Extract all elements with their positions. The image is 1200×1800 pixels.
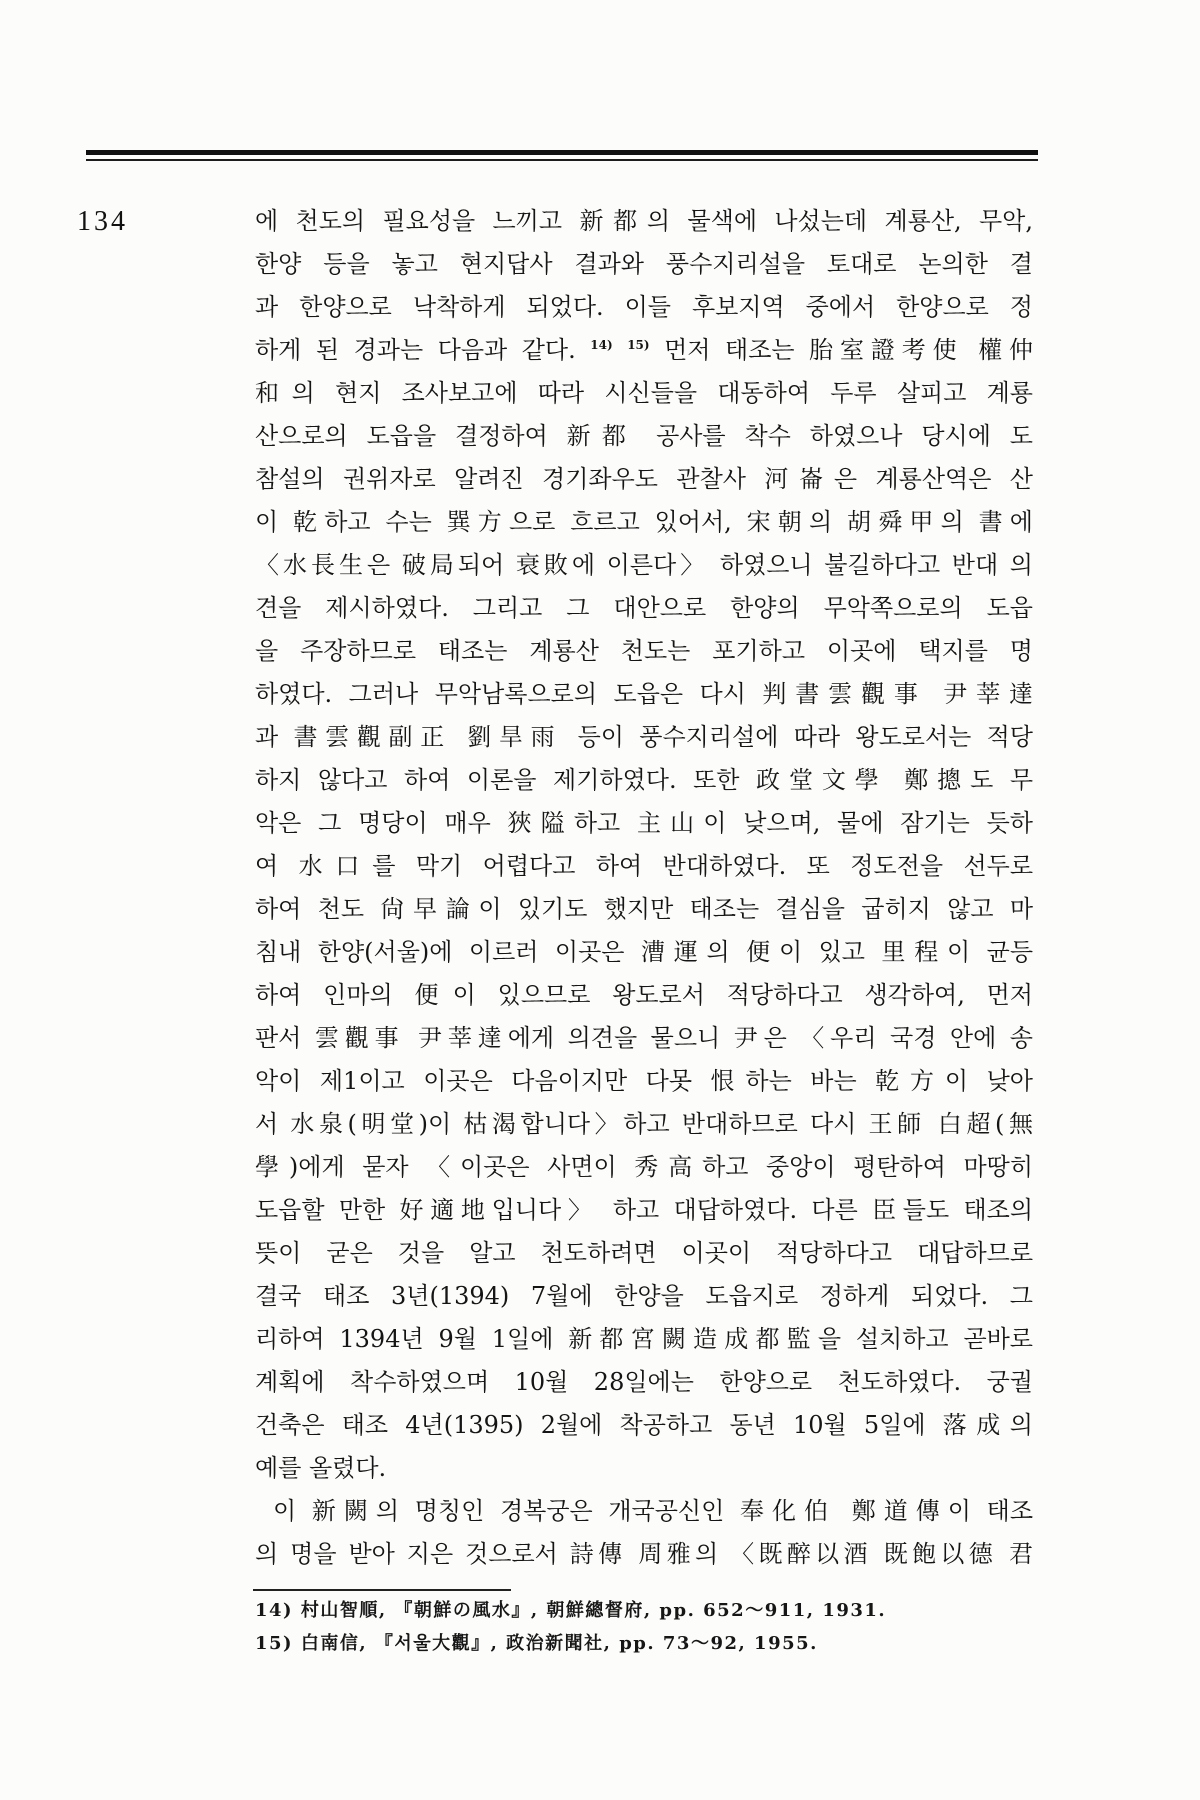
body-line: 한양 등을 놓고 현지답사 결과와 풍수지리설을 토대로 논의한 결 [255,250,1033,278]
body-line: 서 水泉(明堂)이 枯渴합니다〉하고 반대하므로 다시 王師 白超(無 [255,1110,1033,1138]
header-rule-thick [86,150,1038,155]
footnote-separator [253,1589,511,1591]
body-line: 을 주장하므로 태조는 계룡산 천도는 포기하고 이곳에 택지를 명 [255,637,1033,665]
body-line: 이 乾하고 수는 巽方으로 흐르고 있어서, 宋朝의 胡舜甲의 書에 [255,508,1033,536]
body-text [255,200,1033,1576]
body-line [255,329,1033,372]
header-rule-thin [86,159,1038,161]
body-line: 견을 제시하였다. 그리고 그 대안으로 한양의 무악쪽으로의 도읍 [255,594,1033,622]
body-line: 악이 제1이고 이곳은 다음이지만 다못 恨하는 바는 乾方이 낮아 [255,1067,1033,1095]
body-line: 침내 한양(서울)에 이르러 이곳은 漕運의 便이 있고 里程이 균등 [255,938,1033,966]
body-line-text: 먼저 태조는 胎室證考使 權仲 [664,336,1033,364]
footnote: 15) 白南信, 『서울大觀』, 政治新聞社, pp. 73～92, 1955. [255,1633,818,1654]
body-line-paragraph-end: 예를 올렸다. [255,1454,387,1482]
footnote: 14) 村山智順, 『朝鮮の風水』, 朝鮮總督府, pp. 652～911, 1931. [255,1600,887,1621]
body-line: 에 천도의 필요성을 느끼고 新都의 물색에 나섰는데 계룡산, 무악, [255,207,1033,235]
body-line: 건축은 태조 4년(1395) 2월에 착공하고 동년 10월 5일에 落成의 [255,1411,1033,1439]
body-line: 學)에게 묻자 〈이곳은 사면이 秀高하고 중앙이 평탄하여 마땅히 [255,1153,1033,1181]
body-line: 하였다. 그러나 무악남록으로의 도읍은 다시 判書雲觀事 尹莘達 [255,680,1033,708]
page-number: 134 [77,206,128,237]
body-line: 참설의 권위자로 알려진 경기좌우도 관찰사 河崙은 계룡산역은 산 [255,465,1033,493]
body-line: 〈水長生은 破局되어 衰敗에 이른다〉 하였으니 불길하다고 반대 의 [255,551,1033,579]
body-line: 리하여 1394년 9월 1일에 新都宮闕造成都監을 설치하고 곧바로 [255,1325,1033,1353]
body-line: 도읍할 만한 好適地입니다〉 하고 대답하였다. 다른 臣들도 태조의 [255,1196,1033,1224]
body-line: 과 한양으로 낙착하게 되었다. 이들 후보지역 중에서 한양으로 정 [255,293,1033,321]
body-line: 和의 현지 조사보고에 따라 시신들을 대동하여 두루 살피고 계룡 [255,379,1033,407]
body-line: 과 書雲觀副正 劉旱雨 등이 풍수지리설에 따라 왕도로서는 적당 [255,723,1033,751]
footnotes [255,1594,1033,1660]
footnote-reference: 14) [590,338,613,352]
body-line: 하여 인마의 便이 있으므로 왕도로서 적당하다고 생각하여, 먼저 [255,981,1033,1009]
body-line: 하지 않다고 하여 이론을 제기하였다. 또한 政堂文學 鄭摠도 무 [255,766,1033,794]
footnote-reference: 15) [627,338,650,352]
body-line: 의 명을 받아 지은 것으로서 詩傳 周雅의 〈既醉以酒 既飽以德 君 [255,1540,1033,1568]
body-line: 결국 태조 3년(1394) 7월에 한양을 도읍지로 정하게 되었다. 그 [255,1282,1033,1310]
body-line: 계획에 착수하였으며 10월 28일에는 한양으로 천도하였다. 궁궐 [255,1368,1033,1396]
body-line-paragraph-start: 이 新闕의 명칭인 경복궁은 개국공신인 奉化伯 鄭道傳이 태조 [273,1497,1033,1525]
body-line: 악은 그 명당이 매우 狹隘하고 主山이 낮으며, 물에 잠기는 듯하 [255,809,1033,837]
body-line: 판서 雲觀事 尹莘達에게 의견을 물으니 尹은 〈우리 국경 안에 송 [255,1024,1033,1052]
body-line: 여 水口를 막기 어렵다고 하여 반대하였다. 또 정도전을 선두로 [255,852,1033,880]
body-line: 뜻이 굳은 것을 알고 천도하려면 이곳이 적당하다고 대답하므로 [255,1239,1033,1267]
body-line: 하여 천도 尙早論이 있기도 했지만 태조는 결심을 굽히지 않고 마 [255,895,1033,923]
body-line: 산으로의 도읍을 결정하여 新都 공사를 착수 하였으나 당시에 도 [255,422,1033,450]
body-line-text: 하게 된 경과는 다음과 같다. [255,336,576,364]
